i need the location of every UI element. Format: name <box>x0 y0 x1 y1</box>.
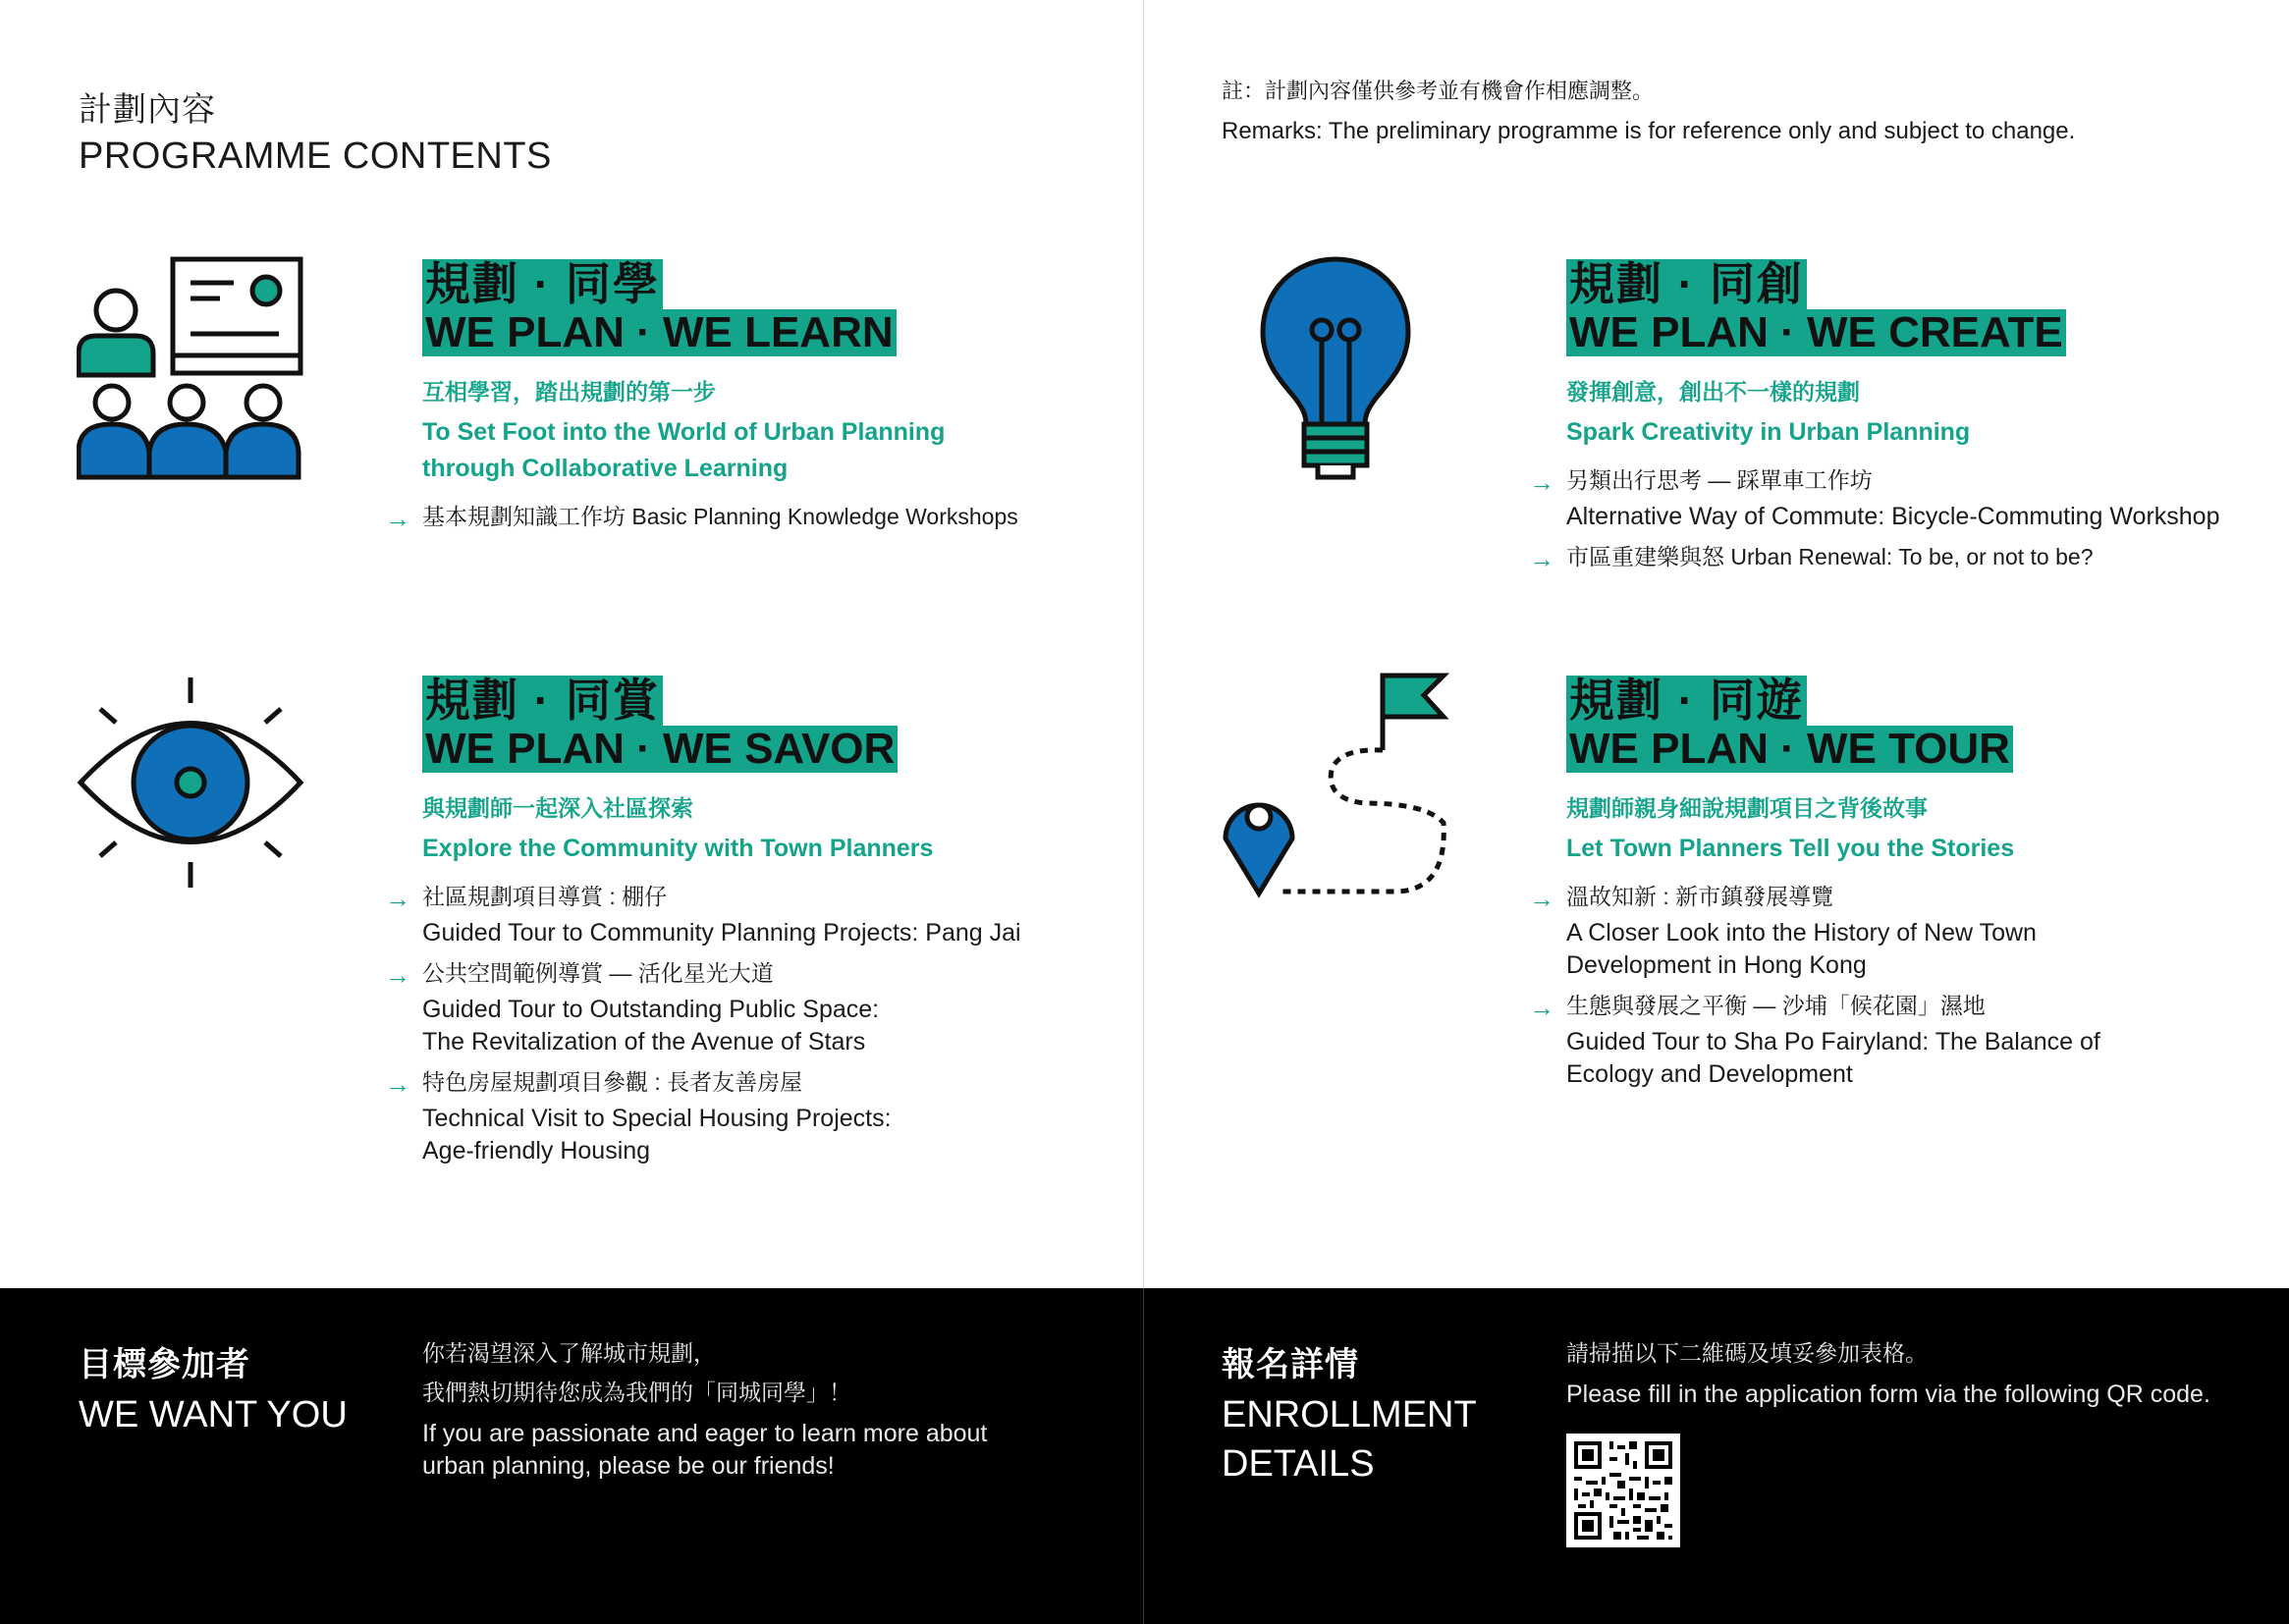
arrow-right-icon: → <box>1529 543 1554 573</box>
list-item-detail: Guided Tour to Outstanding Public Space: <box>422 995 880 1023</box>
target-text-zh: 我們熱切期待您成為我們的「同城同學」！ <box>422 1380 851 1405</box>
section-subtitle-zh: 發揮創意，創出不一樣的規劃 <box>1566 378 1860 405</box>
list-item-detail: Alternative Way of Commute: Bicycle-Commuting Workshop <box>1566 502 2220 530</box>
arrow-right-icon: → <box>385 883 410 913</box>
target-title-en: WE WANT YOU <box>79 1394 348 1435</box>
section-subtitle-en: Spark Creativity in Urban Planning <box>1566 417 1971 446</box>
list-item-detail: Guided Tour to Community Planning Projects: Pang Jai <box>422 918 1021 947</box>
list-item-detail: Age-friendly Housing <box>422 1136 651 1164</box>
arrow-right-icon: → <box>1529 992 1554 1022</box>
page-title-en: PROGRAMME CONTENTS <box>79 135 552 177</box>
list-item: → 溫故知新 : 新市鎮發展導覽 <box>1529 883 1834 913</box>
target-title-zh: 目標參加者 <box>79 1346 250 1383</box>
section-title-zh: 規劃 · 同賞 <box>422 676 663 726</box>
list-item-detail: A Closer Look into the History of New Town <box>1566 918 2037 947</box>
eye-icon <box>77 674 304 892</box>
section-subtitle-zh: 與規劃師一起深入社區探索 <box>422 794 693 821</box>
arrow-right-icon: → <box>385 1068 410 1099</box>
list-item-detail: The Revitalization of the Avenue of Stars <box>422 1027 866 1056</box>
enrol-text-en: Please fill in the application form via the following QR code. <box>1566 1380 2210 1408</box>
section-subtitle-zh: 規劃師親身細說規劃項目之背後故事 <box>1566 794 1928 821</box>
section-title-en: WE PLAN · WE CREATE <box>1566 309 2066 356</box>
enrol-text-zh: 請掃描以下二維碼及填妥參加表格。 <box>1566 1340 1928 1366</box>
list-item-detail: Ecology and Development <box>1566 1059 1853 1088</box>
section-subtitle-en: Let Town Planners Tell you the Stories <box>1566 834 2015 862</box>
list-item: → 社區規劃項目導賞 : 棚仔 <box>385 883 668 913</box>
section-title-en: WE PLAN · WE SAVOR <box>422 726 898 773</box>
enrol-title-en <box>1222 1390 1477 1489</box>
target-text-zh: 你若渴望深入了解城市規劃， <box>422 1340 716 1366</box>
target-description <box>422 1333 1110 1483</box>
list-item-detail: Technical Visit to Special Housing Projects: <box>422 1104 892 1132</box>
list-item-detail: Guided Tour to Sha Po Fairyland: The Balance of <box>1566 1027 2100 1056</box>
section-we-tour <box>1529 675 2254 1091</box>
target-text-en: If you are passionate and eager to learn more about <box>422 1420 988 1447</box>
section-title-en: WE PLAN · WE TOUR <box>1566 726 2013 773</box>
section-subtitle-en-line: To Set Foot into the World of Urban Planning <box>422 417 946 446</box>
qr-code[interactable] <box>1566 1434 1680 1547</box>
section-subtitle-en <box>422 414 1110 487</box>
section-subtitle-en: Explore the Community with Town Planners <box>422 834 934 862</box>
section-we-savor <box>385 675 1129 1167</box>
section-we-create <box>1529 258 2254 573</box>
footer <box>0 1288 2289 1624</box>
section-we-learn <box>385 258 1110 533</box>
list-item: → 特色房屋規劃項目參觀 : 長者友善房屋 <box>385 1068 803 1099</box>
section-title-zh: 規劃 · 同遊 <box>1566 676 1807 726</box>
list-item: → 生態與發展之平衡 — 沙埔「候花園」濕地 <box>1529 992 1986 1022</box>
page-title-zh: 計劃內容 <box>79 91 216 129</box>
arrow-right-icon: → <box>1529 466 1554 497</box>
section-title-zh: 規劃 · 同學 <box>422 259 663 309</box>
list-item: → 基本規劃知識工作坊 Basic Planning Knowledge Workshops <box>385 503 1018 533</box>
footer-divider <box>1143 1288 1144 1624</box>
map-route-flag-icon <box>1218 672 1453 899</box>
remark-zh: 註：計劃內容僅供參考並有機會作相應調整。 <box>1222 79 1655 103</box>
section-title-zh: 規劃 · 同創 <box>1566 259 1807 309</box>
people-presentation-icon <box>77 255 304 483</box>
list-item: → 市區重建樂與怒 Urban Renewal: To be, or not to be? <box>1529 543 2094 573</box>
arrow-right-icon: → <box>385 503 410 533</box>
lightbulb-icon <box>1257 255 1414 483</box>
list-item-detail: Development in Hong Kong <box>1566 950 1867 979</box>
section-title-en: WE PLAN · WE LEARN <box>422 309 897 356</box>
enrol-title-en-line: DETAILS <box>1222 1443 1375 1485</box>
section-subtitle-zh: 互相學習，踏出規劃的第一步 <box>422 378 716 405</box>
list-item: → 另類出行思考 — 踩單車工作坊 <box>1529 466 1873 497</box>
enrol-title-en-line: ENROLLMENT <box>1222 1394 1477 1435</box>
target-text-en: urban planning, please be our friends! <box>422 1452 835 1480</box>
arrow-right-icon: → <box>385 959 410 990</box>
remark-en: Remarks: The preliminary programme is for reference only and subject to change. <box>1222 118 2076 144</box>
section-subtitle-en-line: through Collaborative Learning <box>422 454 789 482</box>
list-item: → 公共空間範例導賞 — 活化星光大道 <box>385 959 774 990</box>
page-divider <box>1143 0 1144 1288</box>
enrol-title-zh: 報名詳情 <box>1222 1346 1359 1383</box>
arrow-right-icon: → <box>1529 883 1554 913</box>
